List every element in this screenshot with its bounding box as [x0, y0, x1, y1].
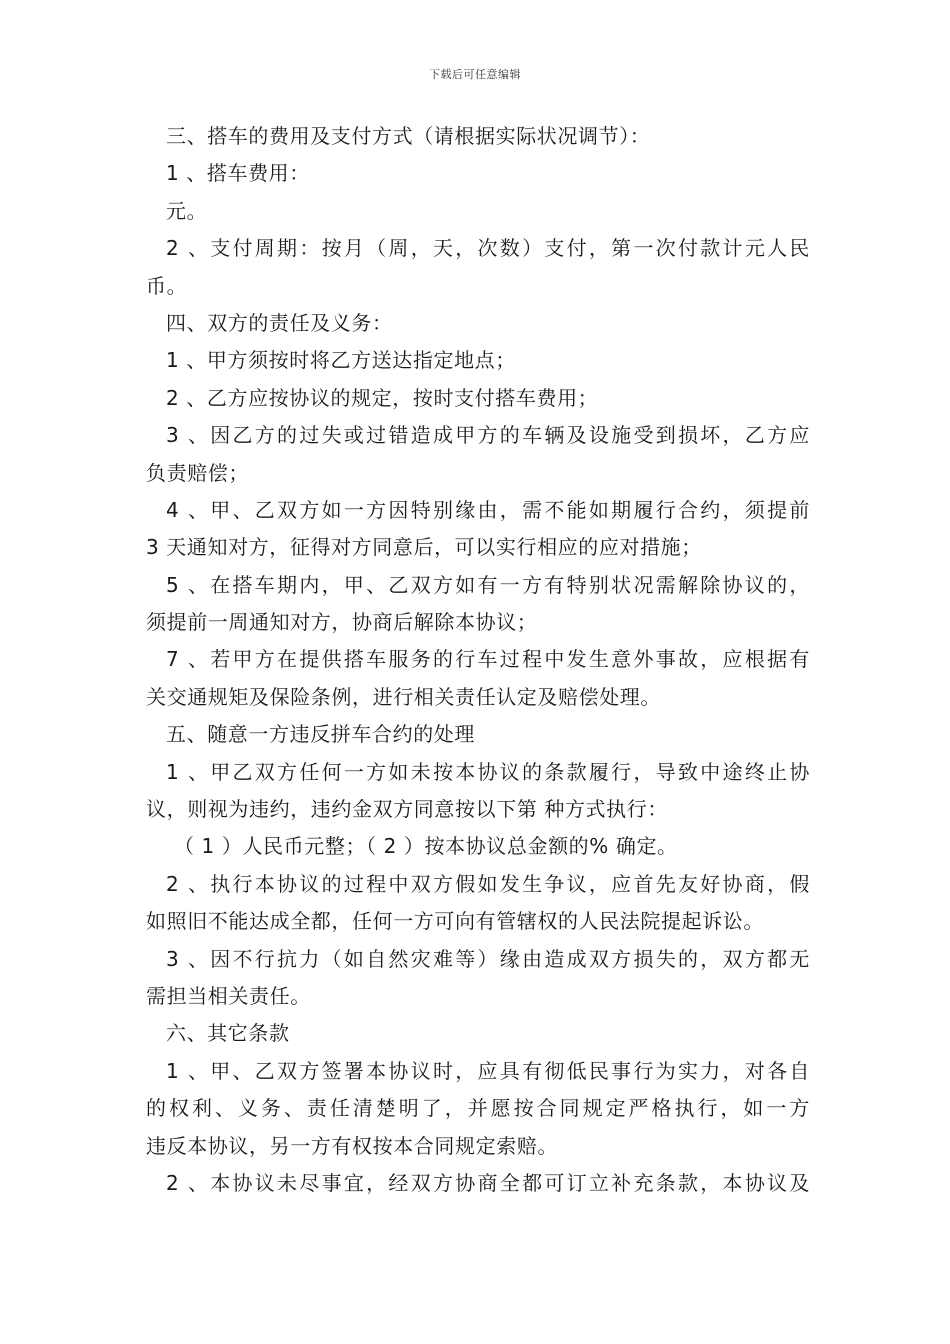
page-header: 下载后可任意编辑	[429, 68, 521, 81]
paragraph-line: 元。	[166, 198, 208, 223]
paragraph-line: 的权利、义务、责任清楚明了，并愿按合同规定严格执行，如一方	[146, 1096, 810, 1121]
section-6-heading: 六、其它条款	[166, 1021, 290, 1046]
paragraph-line: 3 、因乙方的过失或过错造成甲方的车辆及设施受到损坏，乙方应	[166, 423, 810, 448]
paragraph-line: 2 、执行本协议的过程中双方假如发生争议，应首先友好协商，假	[166, 871, 810, 896]
paragraph-line: 负责赔偿；	[146, 460, 249, 485]
section-4-heading: 四、双方的责任及义务：	[166, 310, 393, 335]
paragraph-line: 5 、在搭车期内，甲、乙双方如有一方有特别状况需解除协议的，	[166, 572, 810, 597]
paragraph-line: 议，则视为违约，违约金双方同意按以下第 种方式执行：	[146, 797, 668, 822]
section-5-heading: 五、随意一方违反拼车合约的处理	[166, 722, 475, 747]
paragraph-line: 1 、甲乙双方任何一方如未按本协议的条款履行，导致中途终止协	[166, 759, 810, 784]
paragraph-line: 7 、若甲方在提供搭车服务的行车过程中发生意外事故，应根据有	[166, 647, 810, 672]
paragraph-line: 4 、甲、乙双方如一方因特别缘由，需不能如期履行合约，须提前	[166, 497, 810, 522]
section-3-heading: 三、搭车的费用及支付方式（请根据实际状况调节）：	[166, 124, 651, 148]
document-body	[146, 118, 810, 1202]
paragraph-line: 1 、搭车费用：	[166, 161, 310, 186]
paragraph-line: 3 、因不行抗力（如自然灾难等）缘由造成双方损失的，双方都无	[166, 946, 810, 971]
paragraph-line: （ 1 ）人民币元整；（ 2 ）按本协议总金额的% 确定。	[174, 834, 678, 859]
paragraph-line: 2 、本协议未尽事宜，经双方协商全都可订立补充条款，本协议及	[166, 1170, 810, 1195]
paragraph-line: 2 、乙方应按协议的规定，按时支付搭车费用；	[166, 385, 599, 410]
paragraph-line: 2 、支付周期：按月（周，天，次数）支付，第一次付款计元人民	[166, 236, 810, 261]
paragraph-line: 违反本协议，另一方有权按本合同规定索赔。	[146, 1133, 558, 1158]
paragraph-line: 关交通规矩及保险条例，进行相关责任认定及赔偿处理。	[146, 684, 661, 709]
paragraph-line: 币。	[146, 273, 188, 298]
paragraph-line: 1 、甲、乙双方签署本协议时，应具有彻低民事行为实力，对各自	[166, 1058, 810, 1083]
paragraph-line: 如照旧不能达成全都，任何一方可向有管辖权的人民法院提起诉讼。	[146, 909, 764, 934]
paragraph-line: 须提前一周通知对方，协商后解除本协议；	[146, 610, 538, 635]
paragraph-line: 1 、甲方须按时将乙方送达指定地点；	[166, 348, 516, 373]
paragraph-line: 3 天通知对方，征得对方同意后，可以实行相应的应对措施；	[146, 535, 702, 560]
paragraph-line: 需担当相关责任。	[146, 983, 311, 1008]
